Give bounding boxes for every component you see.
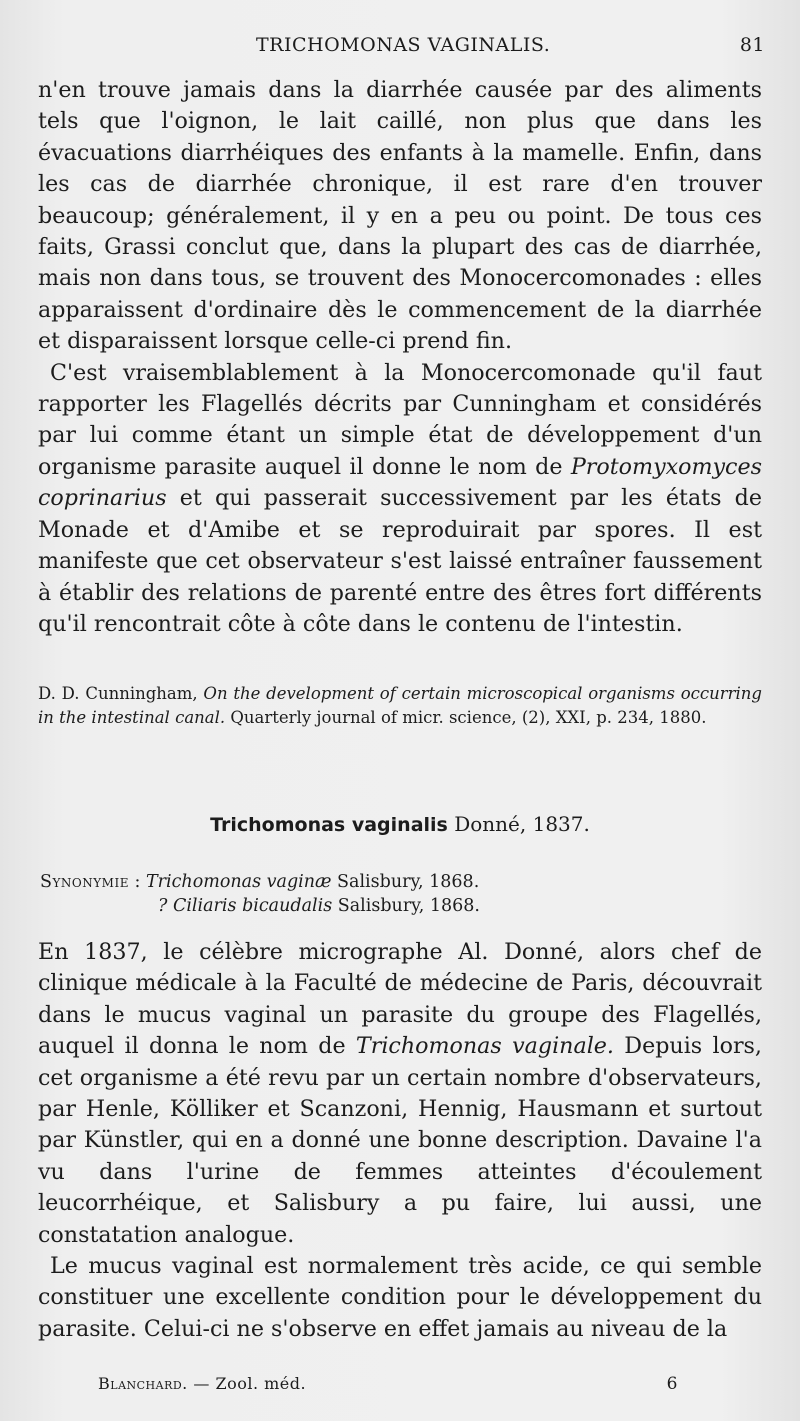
taxon-name: Trichomonas vaginale. bbox=[355, 1033, 614, 1060]
running-title: TRICHOMONAS VAGINALIS. bbox=[256, 34, 551, 56]
section-title: Trichomonas vaginalis bbox=[210, 814, 448, 836]
body-text-bottom bbox=[38, 937, 762, 1345]
synonym-authority: Salisbury, 1868. bbox=[331, 872, 480, 892]
synonym-authority: Salisbury, 1868. bbox=[332, 896, 480, 916]
section-heading bbox=[0, 812, 800, 836]
synonym-name: ? Ciliaris bicaudalis bbox=[158, 896, 333, 916]
text-run: Depuis lors, cet organisme a été revu par un certain nombre d'observateurs, par Henle, Kölliker et Scanzoni, Hennig, Hausmann et surtout par Künstler, qui en a donné une bonne description. Davaine l'a vu dans l'urine de femmes atteintes d'écoulement leucorrhéique, et Salisbury a pu faire, lui aussi, une constatation analogue. bbox=[38, 1033, 762, 1248]
synonymy-line bbox=[40, 894, 760, 918]
text-run: En 1837, le célèbre micrographe Al. Donné, alors chef de clinique médicale à la Faculté de médecine de Paris, découvrait dans le mucus vaginal un parasite du groupe des Flagellés, auquel il donna le nom de bbox=[38, 939, 762, 1060]
page-number: 81 bbox=[739, 34, 765, 56]
paragraph bbox=[38, 358, 762, 641]
text-run: et qui passerait successivement par les états de Monade et d'Amibe et se reproduirait par spores. Il est manifeste que cet observateur s'est laissé entraîner faussement à établir des relations de parenté entre des êtres fort différents qu'il rencontrait côte à côte dans le contenu de l'intestin. bbox=[38, 485, 762, 637]
running-head bbox=[40, 34, 765, 64]
paragraph: n'en trouve jamais dans la diarrhée causée par des aliments tels que l'oignon, le lait caillé, non plus que dans les évacuations diarrhéiques des enfants à la mamelle. Enfin, dans les cas de diarrhée chronique, il est rare d'en trouver beaucoup; généralement, il y en a peu ou point. De tous ces faits, Grassi conclut que, dans la plupart des cas de diarrhée, mais non dans tous, se trouvent des Monocercomonades : elles apparaissent d'ordinaire dès le commencement de la diarrhée et disparaissent lorsque celle-ci prend fin. bbox=[38, 77, 762, 355]
footnote-title: On the development of certain microscopical organisms occurring in the intestinal canal. bbox=[38, 684, 762, 727]
footnote bbox=[38, 682, 762, 730]
taxon-name: Protomyxomyces coprinarius bbox=[38, 453, 762, 512]
signature-mark: 6 bbox=[666, 1374, 678, 1394]
text-run: C'est vraisemblablement à la Monocercomonade qu'il faut rapporter les Flagellés décrits par Cunningham et considérés par lui comme étant un simple état de développement d'un organisme parasite auquel il donne le nom de bbox=[38, 359, 762, 480]
synonym-name: Trichomonas vaginæ bbox=[146, 872, 332, 892]
synonymy-line bbox=[40, 870, 760, 894]
synonymy-separator: : bbox=[128, 872, 146, 892]
synonymy-label: Synonymie bbox=[40, 872, 129, 892]
footnote-source: Quarterly journal of micr. science, (2), XXI, p. 234, 1880. bbox=[225, 708, 707, 727]
synonymy bbox=[40, 870, 760, 918]
paragraph: Le mucus vaginal est normalement très acide, ce qui semble constituer une excellente condition pour le développement du parasite. Celui-ci ne s'observe en effet jamais au niveau de la bbox=[38, 1253, 762, 1342]
page-footer bbox=[98, 1374, 678, 1393]
paragraph bbox=[38, 937, 762, 1251]
section-authority: Donné, 1837. bbox=[447, 812, 590, 836]
footnote-author: D. D. Cunningham, bbox=[38, 684, 204, 703]
body-text-top bbox=[38, 75, 762, 640]
footer-author: Blanchard. bbox=[98, 1374, 188, 1393]
footer-work: — Zool. méd. bbox=[187, 1374, 307, 1393]
